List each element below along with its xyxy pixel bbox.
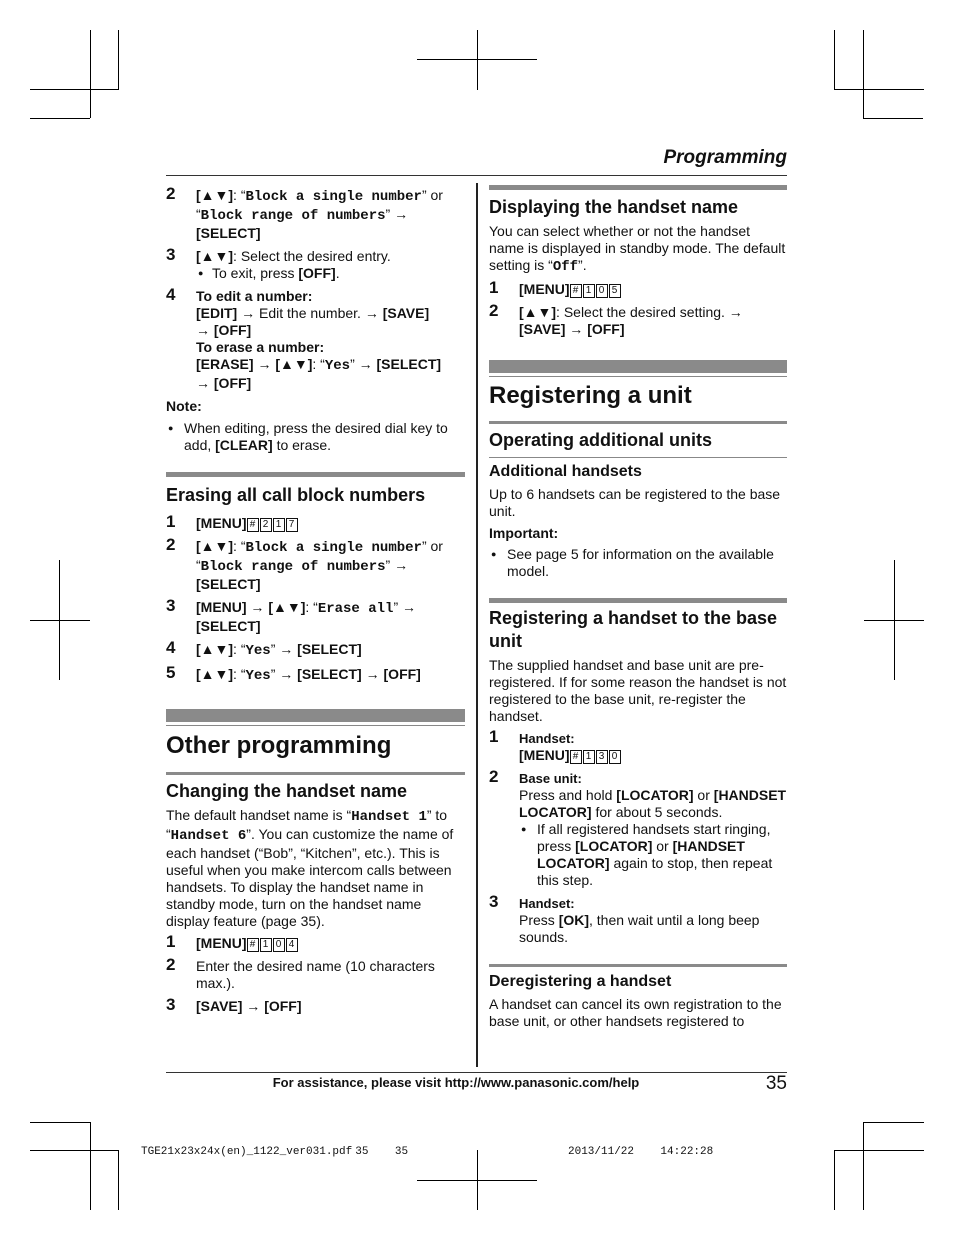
assistance-text: For assistance, please visit http://www.panasonic.com/help [272, 1075, 640, 1090]
page-number: 35 [765, 1073, 787, 1094]
step-item: 1 [MENU] # 1 0 5 [489, 281, 787, 298]
register-handset-title: Registering a handset to the base unit [489, 608, 778, 651]
section-rule [489, 421, 787, 424]
footer-rule [166, 1072, 787, 1073]
deregister-title: Deregistering a handset [489, 973, 672, 990]
section-rule [489, 964, 787, 967]
header-rule [166, 175, 787, 176]
note-title: Note: [166, 398, 202, 414]
left-column [166, 183, 465, 1021]
step-item: 2 [▲▼]: “Block a single number” or “Block range of numbers” → [SELECT] [166, 184, 443, 241]
deregister-text: A handset can cancel its own registration to the base unit, or other handsets registered to [489, 996, 782, 1029]
erasing-title: Erasing all call block numbers [166, 485, 426, 505]
operating-units-title: Operating additional units [489, 430, 713, 450]
important-title: Important: [489, 525, 559, 541]
register-handset-text: The supplied handset and base unit are pre-registered. If for some reason the handset is not registered to the base unit, re-register the handset. [489, 657, 787, 724]
section-rule [489, 457, 787, 458]
step-item: 1 [MENU] # 1 0 4 [166, 935, 465, 952]
step-item: 3 [MENU] → [▲▼]: “Erase all” → [SELECT] [166, 596, 417, 634]
other-programming-title: Other programming [166, 732, 392, 759]
display-name-text: You can select whether or not the handset name is displayed in standby mode. The default setting is “Off”. [489, 223, 786, 275]
changing-name-title: Changing the handset name [166, 781, 408, 801]
display-name-title: Displaying the handset name [489, 197, 739, 217]
step-item: 3 [▲▼]: Select the desired entry. ● To exit, press [OFF]. [166, 248, 465, 282]
right-column [489, 183, 787, 1030]
important-bullet: ● See page 5 for information on the available model. [489, 546, 787, 580]
section-band [489, 360, 787, 373]
section-rule [489, 185, 787, 190]
section-header: Programming [663, 147, 787, 168]
print-info: TGE21x23x24x(en)_1122_ver031.pdf 35 35 [141, 1146, 409, 1158]
note-bullet: ● When editing, press the desired dial key to add, [CLEAR] to erase. [166, 420, 465, 454]
column-divider [476, 183, 478, 1067]
step-item: 2 Enter the desired name (10 characters max.). [166, 955, 435, 991]
step-item: 4 To edit a number: [EDIT] → Edit the number. → [SAVE] → [OFF] To erase a number: [ERASE] → [▲▼]: “Yes” → [SELECT] → [OFF] [166, 285, 442, 391]
section-rule [166, 725, 465, 726]
section-band [166, 709, 465, 722]
section-rule [166, 772, 465, 775]
changing-name-text: The default handset name is “Handset 1” to “Handset 6”. You can customize the name of each handset (“Bob”, “Kitchen”, etc.). This is useful when you make intercom calls between handsets. To display the handset name in standby mode, turn on the handset name display feature (page 35). [166, 807, 454, 929]
print-date: 2013/11/22 14:22:28 [568, 1146, 714, 1158]
registering-title: Registering a unit [489, 382, 692, 409]
additional-handsets-text: Up to 6 handsets can be registered to the base unit. [489, 486, 781, 519]
step-item: 2 [▲▼]: “Block a single number” or “Block range of numbers” → [SELECT] [166, 535, 443, 592]
additional-handsets-title: Additional handsets [489, 463, 642, 480]
step-item: 5 [▲▼]: “Yes” → [SELECT] → [OFF] [166, 663, 421, 684]
section-rule [489, 376, 787, 377]
step-item: 2 Base unit: Press and hold [LOCATOR] or [HANDSET LOCATOR] for about 5 seconds. ● If all registered handsets start ringing, press [LOCATOR] or [HANDSET LOCATOR] again to stop, then repeat this step. [489, 770, 787, 889]
section-rule [166, 472, 465, 477]
step-item: 4 [▲▼]: “Yes” → [SELECT] [166, 638, 362, 659]
step-item: 1 [MENU] # 2 1 7 [166, 515, 465, 532]
step-item: 3 [SAVE] → [OFF] [166, 995, 302, 1014]
step-item: 2 [▲▼]: Select the desired setting. → [SAVE] → [OFF] [489, 301, 743, 337]
step-item: 1 Handset: [MENU] # 1 3 0 [489, 730, 787, 764]
section-rule [489, 598, 787, 603]
step-item: 3 Handset: Press [OK], then wait until a long beep sounds. [489, 892, 760, 945]
